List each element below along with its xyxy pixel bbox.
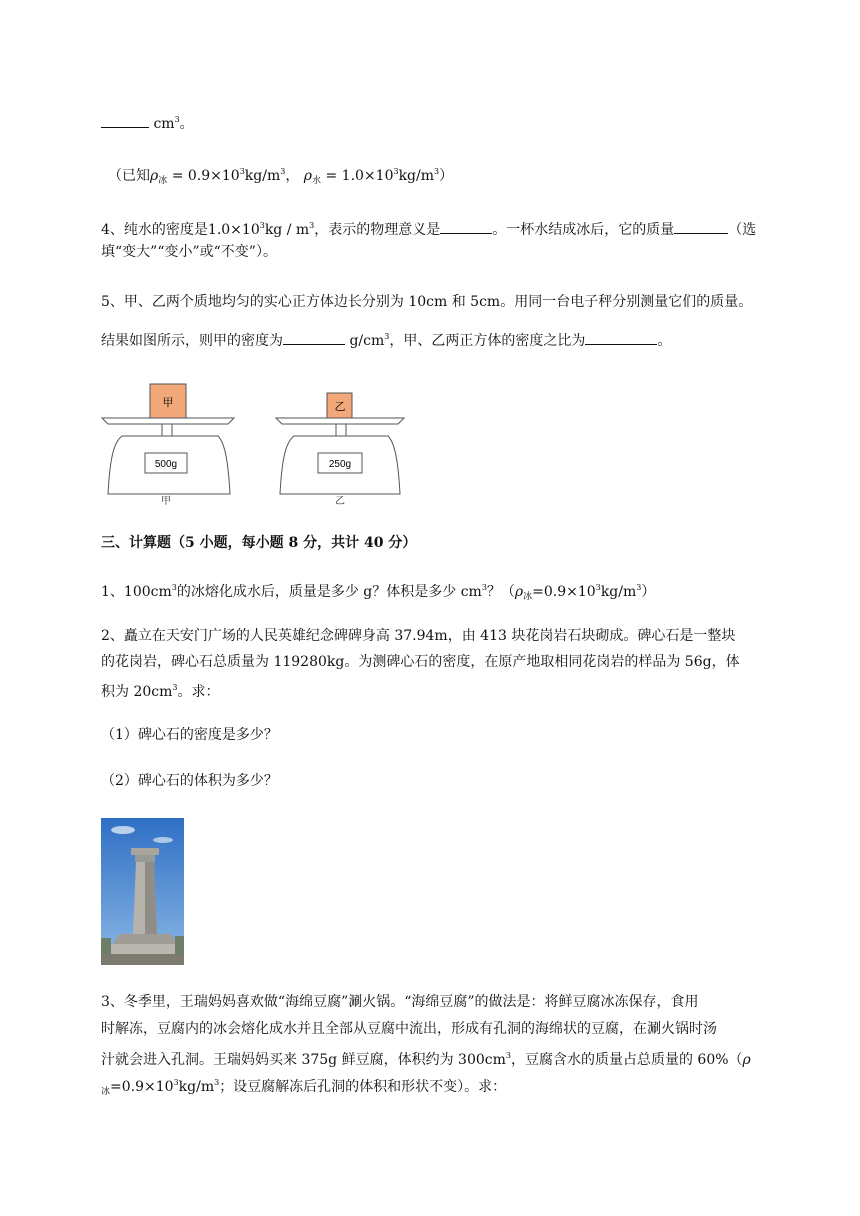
q1-text: 1、100cm: [101, 584, 172, 600]
q4-density: 1.0×10: [207, 222, 260, 238]
rho-symbol: ρ: [150, 168, 159, 184]
water-density-value: = 1.0×10: [321, 168, 394, 184]
block-label: 乙: [334, 401, 346, 413]
exponent: 3: [505, 1051, 511, 1060]
exponent: 3: [384, 332, 390, 341]
answer-blank: [585, 330, 657, 345]
question-5-line-2: [101, 327, 671, 351]
ice-density-unit: kg/m: [244, 168, 281, 184]
ice-subscript: 冰: [523, 592, 533, 602]
q3-text: 汁就会进入孔洞。王瑞妈妈买来 375g 鲜豆腐，体积约为 300cm: [101, 1052, 506, 1068]
answer-blank: [283, 330, 345, 345]
q5-text: 5、甲、乙两个质地均匀的实心正方体边长分别为 10cm 和 5cm。用同一台电子秤分别测量它们的质量。: [101, 294, 753, 310]
question-3-line-3: [101, 1046, 751, 1070]
water-density-unit: kg/m: [398, 168, 435, 184]
question-2-sub-2: （2）碑心石的体积为多少？: [101, 773, 278, 789]
question-3-line-2: 时解冻，豆腐内的冰会熔化成水并且全部从豆腐中流出，形成有孔洞的海绵状的豆腐，在涮火锅时汤: [101, 1021, 717, 1037]
scale-caption: 乙: [335, 496, 345, 506]
scale-reading: 250g: [328, 459, 352, 470]
scale-reading: 500g: [154, 459, 178, 470]
scale-stem: [162, 424, 172, 436]
scale-stem: [336, 424, 346, 436]
question-5-line-1: [101, 292, 752, 312]
monument-photo: [101, 818, 184, 965]
exponent: 3: [239, 167, 245, 176]
scale-pan: [102, 418, 234, 424]
exponent: 3: [173, 1078, 179, 1087]
exponent: 3: [434, 167, 440, 176]
exponent: 3: [171, 583, 177, 592]
question-2-sub-1: （1）碑心石的密度是多少？: [101, 727, 278, 743]
q5-text: ，甲、乙两正方体的密度之比为: [389, 333, 586, 349]
rho-symbol: ρ: [514, 584, 524, 600]
exponent: 3: [172, 683, 178, 692]
answer-blank: [101, 113, 149, 128]
exponent: 3: [481, 583, 487, 592]
rho-symbol: ρ: [303, 168, 313, 184]
scales-figure: [100, 382, 410, 506]
ice-subscript: 冰: [158, 176, 168, 186]
q4-text: 4、纯水的密度是: [101, 222, 208, 238]
q5-unit: g/cm: [345, 333, 385, 349]
ice-subscript: 冰: [101, 1087, 111, 1097]
exponent: 3: [636, 583, 642, 592]
q1-text: kg/m: [600, 584, 637, 600]
water-subscript: 水: [312, 176, 322, 186]
scale-caption: 甲: [161, 496, 171, 506]
question-1-line: [101, 578, 655, 607]
question-4-line-2: [101, 242, 277, 262]
exponent: 3: [214, 1078, 220, 1087]
q1-text: ）: [641, 584, 656, 600]
q4-unit: kg / m: [264, 222, 310, 238]
question-4-line-1: [101, 216, 756, 240]
block-label: 甲: [162, 397, 174, 409]
q3-text: =0.9×10: [110, 1079, 174, 1095]
q1-text: ？（: [486, 584, 515, 600]
q3-text: ，豆腐含水的质量占总质量的 60%（: [510, 1052, 743, 1068]
scale-left: [102, 384, 234, 506]
answer-unit-line: [101, 110, 194, 134]
q4-text: 。一杯水结成冰后，它的质量: [492, 222, 675, 238]
answer-blank: [440, 219, 492, 234]
exponent: 3: [595, 583, 601, 592]
scale-pan: [276, 418, 404, 424]
q5-text: 结果如图所示，则甲的密度为: [101, 333, 283, 349]
punctuation: ）: [439, 168, 454, 184]
q3-text: kg/m: [178, 1079, 215, 1095]
q4-text: ，表示的物理意义是: [314, 222, 441, 238]
q5-text: 。: [657, 333, 672, 349]
question-2-line-2: 的花岗岩，碑心石总质量为 119280kg。为测碑心石的密度，在原产地取相同花岗岩的样品为 56g，体: [101, 654, 740, 670]
q4-text: （选: [728, 222, 757, 238]
exponent: 3: [280, 167, 286, 176]
known-densities-line: [108, 162, 453, 191]
question-3-line-1: 3、冬季里，王瑞妈妈喜欢做“海绵豆腐”涮火锅。“海绵豆腐”的做法是：将鲜豆腐冰冻保存，食用: [101, 994, 699, 1010]
q3-text: ；设豆腐解冻后孔洞的体积和形状不变）。求：: [219, 1079, 507, 1095]
exponent: 3: [309, 221, 315, 230]
q1-text: =0.9×10: [532, 584, 596, 600]
exponent: 3: [259, 221, 265, 230]
q4-text: 填“变大”“变小”或“不变”）。: [101, 244, 277, 260]
q2-text: 。求：: [177, 684, 220, 700]
unit-text: cm: [153, 116, 175, 132]
q1-text: 的冰熔化成水后，质量是多少 g？体积是多少 cm: [176, 584, 482, 600]
exponent: 3: [174, 115, 180, 124]
rho-symbol: ρ: [742, 1052, 751, 1068]
punctuation: 。: [179, 116, 194, 132]
answer-blank: [674, 219, 728, 234]
question-2-line-1: 2、矗立在天安门广场的人民英雄纪念碑碑身高 37.94m，由 413 块花岗岩石块砌成。碑心石是一整块: [101, 628, 736, 644]
question-2-line-3: [101, 678, 219, 702]
exponent: 3: [393, 167, 399, 176]
q2-text: 积为 20cm: [101, 684, 173, 700]
scale-right: [276, 393, 404, 506]
section-heading: 三、计算题（5 小题，每小题 8 分，共计 40 分）: [101, 535, 417, 551]
punctuation: ，: [285, 168, 300, 184]
known-label: （已知: [108, 168, 150, 184]
ice-density-value: = 0.9×10: [167, 168, 240, 184]
question-3-line-4: [101, 1073, 506, 1102]
